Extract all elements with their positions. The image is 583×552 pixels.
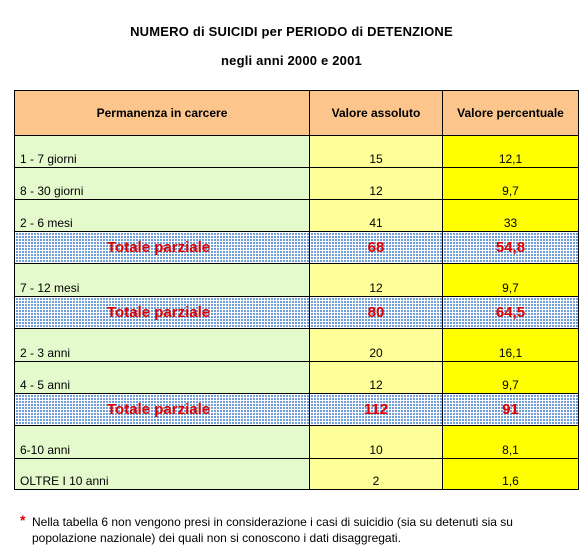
row-pct-value: 9,7 [443,168,579,200]
subtotal-pct-value: 91 [443,394,579,426]
subtotal-row [15,394,579,426]
footnote [20,514,570,546]
table-row [15,426,579,459]
row-abs-value: 2 [310,459,443,490]
row-pct-value: 12,1 [443,136,579,168]
header-valore-assoluto: Valore assoluto [310,91,443,136]
row-abs-value: 20 [310,329,443,362]
row-pct-value: 9,7 [443,362,579,394]
table-subtitle: negli anni 2000 e 2001 [221,53,362,68]
subtotal-row [15,232,579,264]
subtotal-row [15,297,579,329]
subtotal-pct-value: 64,5 [443,297,579,329]
table-row [15,264,579,297]
table-title: NUMERO di SUICIDI per PERIODO di DETENZIONE [130,24,453,39]
subtotal-abs-value: 80 [310,297,443,329]
row-pct-value: 8,1 [443,426,579,459]
footnote-text: Nella tabella 6 non vengono presi in considerazione i casi di suicidio (sia su detenuti sia su popolazione nazionale) dei quali non si conoscono i dati disaggregati. [32,515,513,545]
table-row [15,136,579,168]
row-label: OLTRE I 10 anni [15,459,310,490]
subtotal-label: Totale parziale [15,232,310,264]
subtotal-label: Totale parziale [15,394,310,426]
subtotal-abs-value: 112 [310,394,443,426]
table-header-row [15,91,579,136]
table-row [15,168,579,200]
row-pct-value: 16,1 [443,329,579,362]
row-abs-value: 12 [310,362,443,394]
subtotal-abs-value: 68 [310,232,443,264]
row-abs-value: 15 [310,136,443,168]
row-abs-value: 10 [310,426,443,459]
row-label: 2 - 3 anni [15,329,310,362]
row-abs-value: 12 [310,264,443,297]
row-abs-value: 41 [310,200,443,232]
row-label: 4 - 5 anni [15,362,310,394]
row-label: 1 - 7 giorni [15,136,310,168]
row-label: 8 - 30 giorni [15,168,310,200]
subtotal-pct-value: 54,8 [443,232,579,264]
suicides-table [14,90,579,490]
row-pct-value: 33 [443,200,579,232]
table-row [15,459,579,490]
footnote-marker: * [20,512,26,528]
header-valore-percentuale: Valore percentuale [443,91,579,136]
subtotal-label: Totale parziale [15,297,310,329]
header-permanenza: Permanenza in carcere [15,91,310,136]
row-pct-value: 1,6 [443,459,579,490]
row-label: 6-10 anni [15,426,310,459]
row-label: 2 - 6 mesi [15,200,310,232]
row-label: 7 - 12 mesi [15,264,310,297]
row-abs-value: 12 [310,168,443,200]
table-row [15,200,579,232]
table-row [15,329,579,362]
row-pct-value: 9,7 [443,264,579,297]
table-row [15,362,579,394]
